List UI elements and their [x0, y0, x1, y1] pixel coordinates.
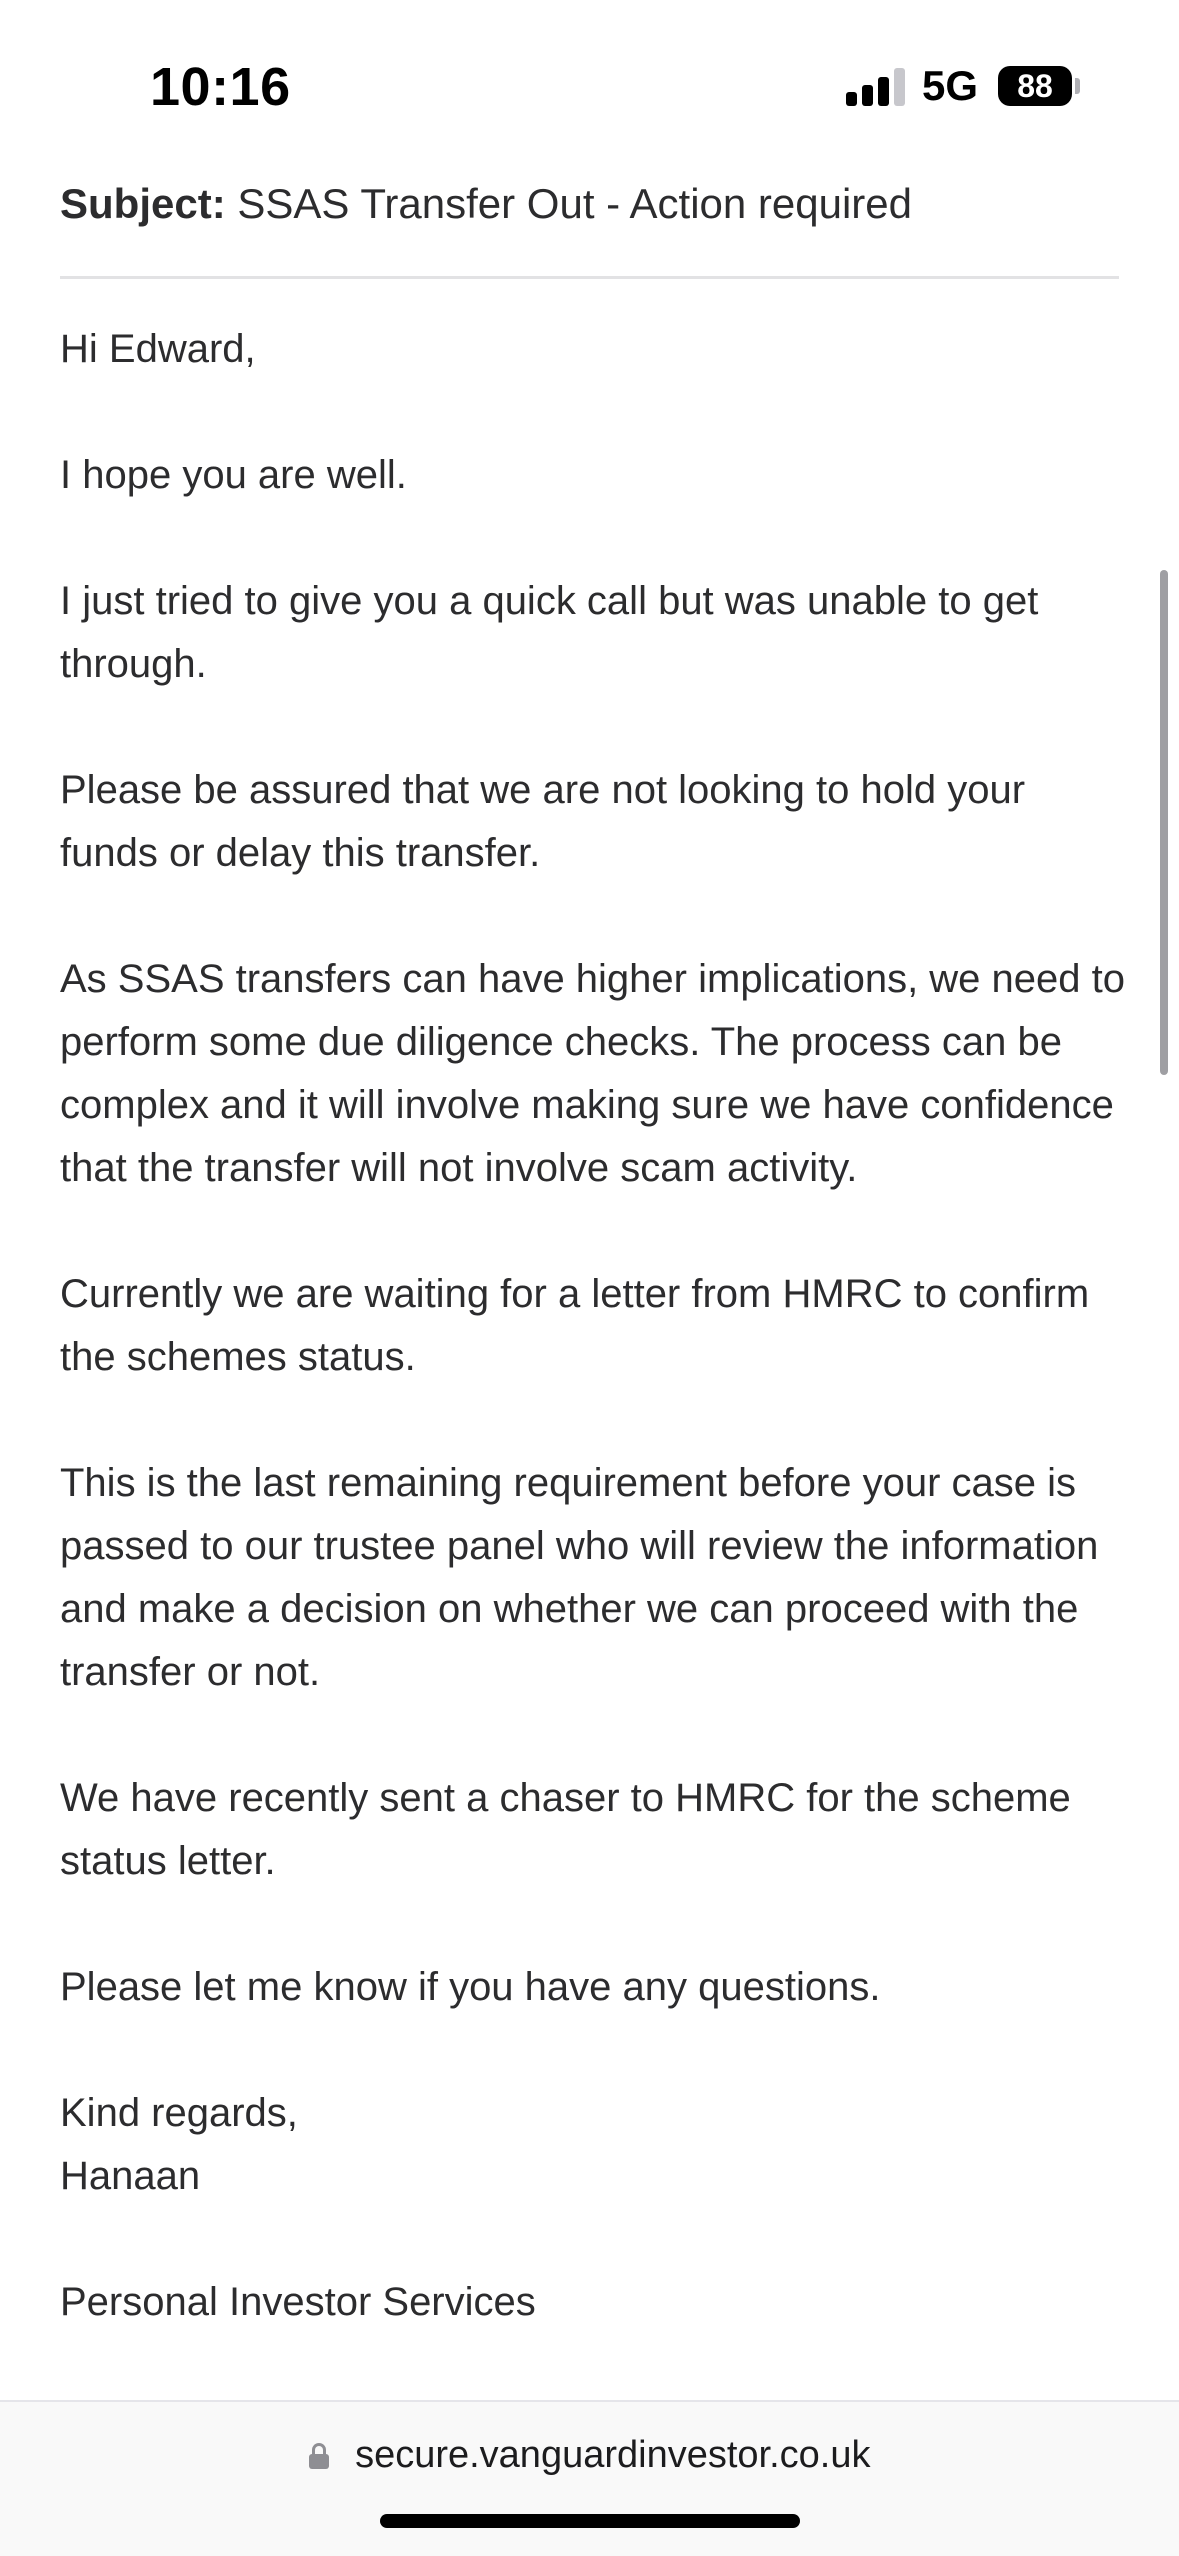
status-bar	[0, 0, 1179, 150]
paragraph: Please let me know if you have any questions.	[60, 1965, 881, 2009]
subject-label: Subject:	[60, 180, 226, 227]
paragraph: We have recently sent a chaser to HMRC for the scheme status letter.	[60, 1776, 1071, 1883]
lock-icon	[309, 2443, 329, 2469]
paragraph: I just tried to give you a quick call but was unable to get through.	[60, 579, 1039, 686]
divider	[60, 276, 1119, 279]
scrollbar[interactable]	[1160, 570, 1168, 1075]
paragraph: I hope you are well.	[60, 453, 407, 497]
paragraph: Currently we are waiting for a letter from HMRC to confirm the schemes status.	[60, 1272, 1090, 1379]
paragraph: As SSAS transfers can have higher implications, we need to perform some due diligence checks. The process can be complex and it will involve making sure we have confidence that the transfer will not involve scam activity.	[60, 957, 1125, 1190]
browser-address-bar[interactable]	[0, 2400, 1179, 2556]
department: Personal Investor Services	[60, 2280, 536, 2324]
battery-icon: 88	[998, 66, 1072, 106]
greeting: Hi Edward,	[60, 327, 256, 371]
url-text[interactable]: secure.vanguardinvestor.co.uk	[355, 2434, 871, 2476]
status-time: 10:16	[150, 57, 291, 117]
paragraph: This is the last remaining requirement before your case is passed to our trustee panel who will review the information and make a decision on whether we can proceed with the transfer or not.	[60, 1461, 1099, 1694]
paragraph: Please be assured that we are not looking to hold your funds or delay this transfer.	[60, 768, 1026, 875]
signature: Kind regards, Hanaan	[60, 2091, 298, 2198]
subject-text: SSAS Transfer Out - Action required	[237, 180, 913, 227]
email-body	[60, 318, 1130, 2397]
home-indicator[interactable]	[380, 2514, 800, 2528]
signal-icon	[846, 68, 906, 106]
url-container[interactable]	[0, 2434, 1179, 2477]
battery-tip	[1075, 78, 1080, 94]
network-type: 5G	[922, 62, 979, 109]
email-subject	[60, 176, 912, 232]
